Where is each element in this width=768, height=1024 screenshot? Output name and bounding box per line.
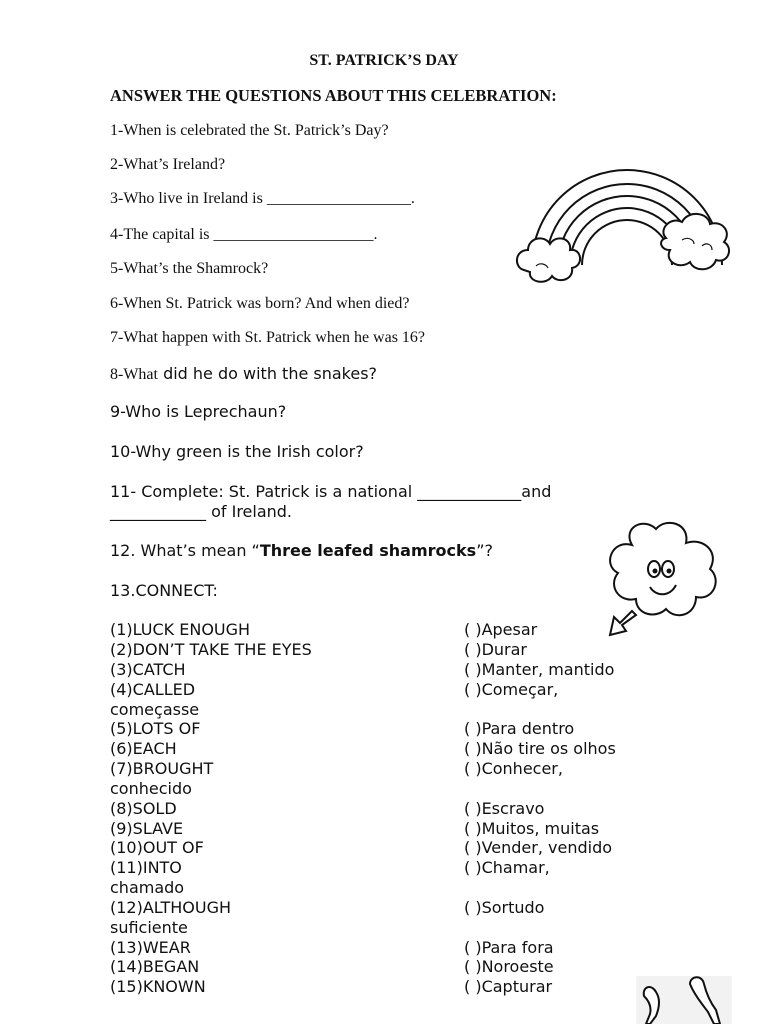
connect-left-item: (4)CALLED	[110, 680, 196, 699]
question-6: 6-When St. Patrick was born? And when died?	[110, 295, 410, 312]
connect-right-item: ( )Chamar,	[464, 858, 550, 877]
question-5: 5-What’s the Shamrock?	[110, 260, 269, 277]
connect-left-item: (10)OUT OF	[110, 838, 204, 857]
question-10: 10-Why green is the Irish color?	[110, 442, 364, 461]
connect-left-item: (14)BEGAN	[110, 957, 200, 976]
connect-right-item: ( )Vender, vendido	[464, 838, 613, 857]
connect-left-item: (9)SLAVE	[110, 819, 184, 838]
connect-right-item: ( )Apesar	[464, 620, 538, 639]
connect-left-item: (3)CATCH	[110, 660, 186, 679]
connect-right-item: ( )Escravo	[464, 799, 545, 818]
connect-left-item: (5)LOTS OF	[110, 719, 201, 738]
connect-right-item: ( )Para dentro	[464, 719, 575, 738]
question-8-prefix: 8-What	[110, 366, 158, 383]
connect-right-item: ( )Noroeste	[464, 957, 554, 976]
connect-left-item: (2)DON’T TAKE THE EYES	[110, 640, 312, 659]
connect-left-item: chamado	[110, 878, 185, 897]
connect-left-item: (6)EACH	[110, 739, 177, 758]
connect-right-item: ( )Não tire os olhos	[464, 739, 616, 758]
question-12-suffix: ”?	[476, 541, 493, 560]
question-8	[110, 364, 377, 384]
connect-right-item: ( )Durar	[464, 640, 527, 659]
question-13: 13.CONNECT:	[110, 581, 218, 600]
leprechaun-shoes-icon	[636, 976, 732, 1024]
connect-left-item: (13)WEAR	[110, 938, 191, 957]
connect-left-item: (1)LUCK ENOUGH	[110, 620, 251, 639]
connect-left-item: suficiente	[110, 918, 188, 937]
connect-left-item: conhecido	[110, 779, 192, 798]
connect-left-item: (8)SOLD	[110, 799, 177, 818]
question-2: 2-What’s Ireland?	[110, 156, 226, 173]
page-title: ST. PATRICK’S DAY	[309, 52, 459, 69]
connect-right-item: ( )Começar,	[464, 680, 559, 699]
connect-right-item: ( )Conhecer,	[464, 759, 563, 778]
question-11-line-2: ____________ of Ireland.	[110, 502, 293, 521]
question-1: 1-When is celebrated the St. Patrick’s Day?	[110, 122, 389, 139]
question-11-line-1: 11- Complete: St. Patrick is a national _____________and	[110, 482, 552, 501]
rainbow-icon	[512, 150, 738, 295]
connect-right-item: ( )Para fora	[464, 938, 554, 957]
question-9: 9-Who is Leprechaun?	[110, 402, 287, 421]
connect-right-item: ( )Capturar	[464, 977, 553, 996]
connect-left-item: (11)INTO	[110, 858, 182, 877]
connect-left-item: (7)BROUGHT	[110, 759, 214, 778]
question-12-prefix: 12. What’s mean “	[110, 541, 260, 560]
question-7: 7-What happen with St. Patrick when he was 16?	[110, 329, 426, 346]
question-8-rest: did he do with the snakes?	[157, 364, 378, 383]
connect-left-item: (12)ALTHOUGH	[110, 898, 232, 917]
question-12-term: Three leafed shamrocks	[259, 541, 477, 560]
connect-right-item: ( )Sortudo	[464, 898, 545, 917]
connect-left-item: (15)KNOWN	[110, 977, 206, 996]
connect-right-item: ( )Manter, mantido	[464, 660, 615, 679]
shamrock-icon	[592, 515, 728, 643]
question-12	[110, 541, 493, 560]
question-3: 3-Who live in Ireland is __________________.	[110, 190, 415, 207]
connect-right-item: ( )Muitos, muitas	[464, 819, 600, 838]
question-4: 4-The capital is ____________________.	[110, 226, 378, 243]
instructions-heading: ANSWER THE QUESTIONS ABOUT THIS CELEBRATION:	[110, 86, 557, 105]
connect-left-item: começasse	[110, 700, 200, 719]
